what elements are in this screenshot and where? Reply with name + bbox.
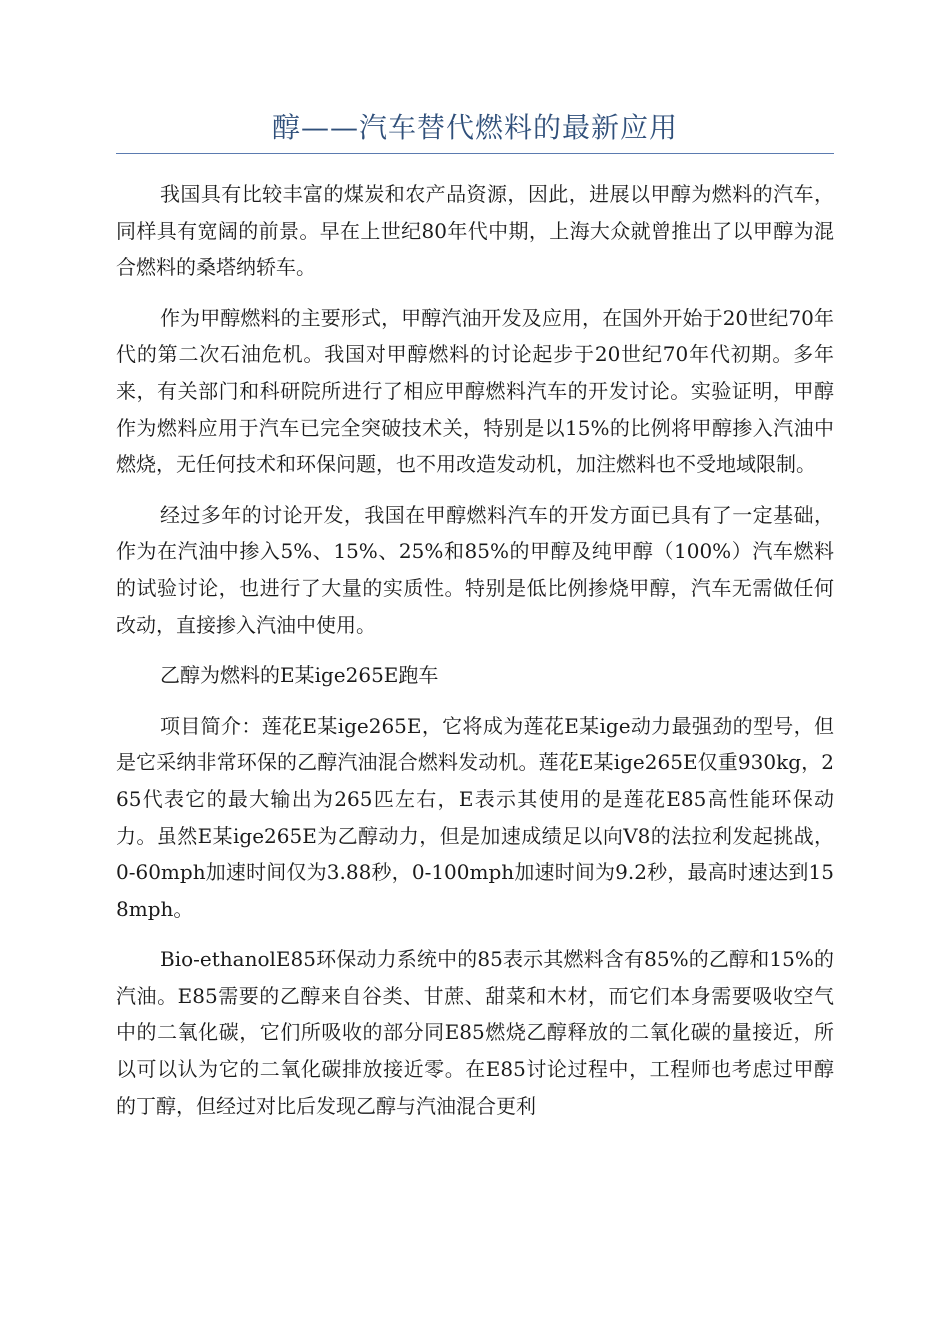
paragraph-project-intro: 项目简介：莲花E某ige265E，它将成为莲花E某ige动力最强劲的型号，但是它采纳非常环保的乙醇汽油混合燃料发动机。莲花E某ige265E仅重930kg，265代表它的最大输出为265匹左右，E表示其使用的是莲花E85高性能环保动力。虽然E某ige265E为乙醇动力，但是加速成绩足以向V8的法拉利发起挑战，0-60mph加速时间仅为3.88秒，0-100mph加速时间为9.2秒，最高时速达到158mph。: [116, 713, 834, 921]
paragraph-ethanol-heading: 乙醇为燃料的E某ige265E跑车: [160, 663, 439, 688]
document-title: 醇——汽车替代燃料的最新应用: [271, 111, 678, 144]
paragraph-methanol-gasoline: 作为甲醇燃料的主要形式，甲醇汽油开发及应用，在国外开始于20世纪70年代的第二次石油危机。我国对甲醇燃料的讨论起步于20世纪70年代初期。多年来，有关部门和科研院所进行了相应甲醇燃料汽车的开发讨论。实验证明，甲醇作为燃料应用于汽车已完全突破技术关，特别是以15%的比例将甲醇掺入汽油中燃烧，无任何技术和环保问题，也不用改造发动机，加注燃料也不受地域限制。: [116, 305, 834, 477]
document-body: [116, 176, 834, 1138]
title-underline: [116, 153, 834, 154]
paragraph-coal-resources: 我国具有比较丰富的煤炭和农产品资源，因此，进展以甲醇为燃料的汽车，同样具有宽阔的前景。早在上世纪80年代中期，上海大众就曾推出了以甲醇为混合燃料的桑塔纳轿车。: [116, 182, 834, 280]
paragraph-bioethanol-e85: Bio-ethanolE85环保动力系统中的85表示其燃料含有85%的乙醇和15%的汽油。E85需要的乙醇来自谷类、甘蔗、甜菜和木材，而它们本身需要吸收空气中的二氧化碳，它们所吸收的部分同E85燃烧乙醇释放的二氧化碳的量接近，所以可以认为它的二氧化碳排放接近零。在E85讨论过程中，工程师也考虑过甲醇的丁醇，但经过对比后发现乙醇与汽油混合更利: [116, 947, 834, 1118]
paragraph-methanol-research: 经过多年的讨论开发，我国在甲醇燃料汽车的开发方面已具有了一定基础，作为在汽油中掺入5%、15%、25%和85%的甲醇及纯甲醇（100%）汽车燃料的试验讨论，也进行了大量的实质性。特别是低比例掺烧甲醇，汽车无需做任何改动，直接掺入汽油中使用。: [116, 502, 834, 637]
